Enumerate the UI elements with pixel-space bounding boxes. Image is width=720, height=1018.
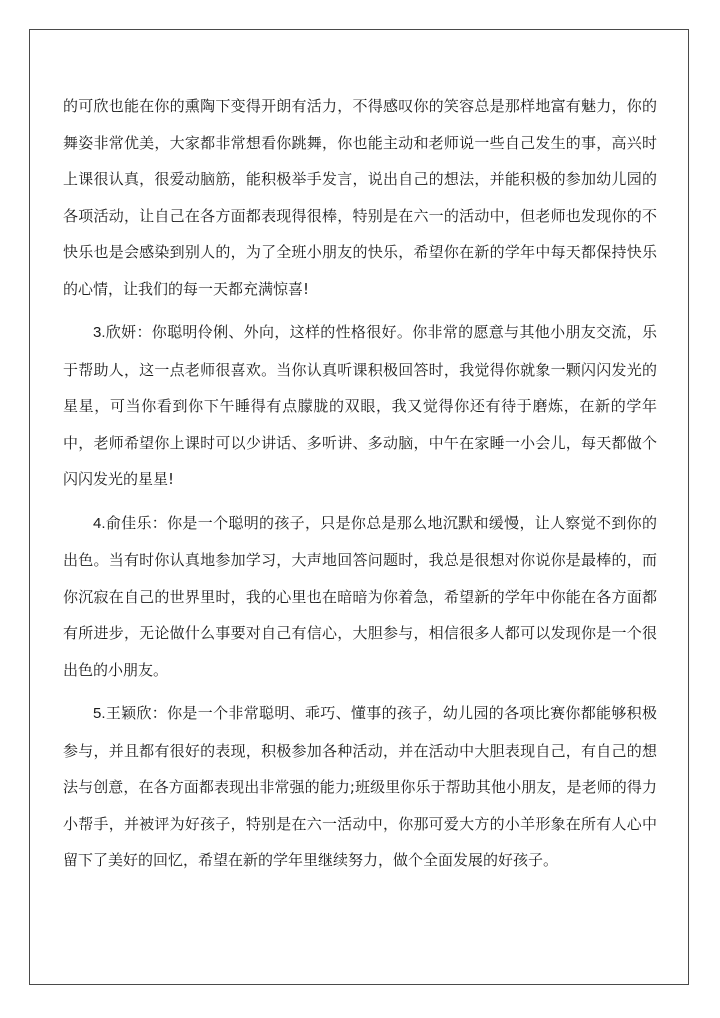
item-number: 4. bbox=[93, 514, 106, 532]
item-number: 5. bbox=[93, 705, 106, 722]
document-body bbox=[63, 88, 657, 886]
paragraph-text: 的可欣也能在你的熏陶下变得开朗有活力，不得感叹你的笑容总是那样地富有魅力，你的舞姿非常优美，大家都非常想看你跳舞，你也能主动和老师说一些自己发生的事，高兴时上课很认真，很爱动脑筋，能积极举手发言，说出自己的想法，并能积极的参加幼儿园的各项活动，让自己在各方面都表现得很棒，特别是在六一的活动中，但老师也发现你的不快乐也是会感染到别人的，为了全班小朋友的快乐，希望你在新的学年中每天都保持快乐的心情，让我们的每一天都充满惊喜! bbox=[63, 97, 657, 298]
paragraph-text: 欣妍：你聪明伶俐、外向，这样的性格很好。你非常的愿意与其他小朋友交流，乐于帮助人，这一点老师很喜欢。当你认真听课积极回答时，我觉得你就象一颗闪闪发光的星星，可当你看到你下午睡得有点朦胧的双眼，我又觉得你还有待于磨炼，在新的学年中，老师希望你上课时可以少讲话、多听讲、多动脑，中午在家睡一小会儿，每天都做个闪闪发光的星星! bbox=[63, 323, 657, 488]
paragraph-continuation bbox=[63, 88, 657, 307]
item-number: 3. bbox=[93, 324, 106, 341]
paragraph-item-3 bbox=[63, 314, 657, 498]
paragraph-text: 俞佳乐：你是一个聪明的孩子，只是你总是那么地沉默和缓慢，让人察觉不到你的出色。当有时你认真地参加学习，大声地回答问题时，我总是很想对你说你是最棒的，而你沉寂在自己的世界里时，我的心里也在暗暗为你着急，希望新的学年中你能在各方面都有所进步，无论做什么事要对自己有信心，大胆参与，相信很多人都可以发现你是一个很出色的小朋友。 bbox=[63, 513, 657, 679]
paragraph-text: 王颖欣：你是一个非常聪明、乖巧、懂事的孩子，幼儿园的各项比赛你都能够积极参与，并且都有很好的表现，积极参加各种活动，并在活动中大胆表现自己，有自己的想法与创意，在各方面都表现出非常强的能力;班级里你乐于帮助其他小朋友，是老师的得力小帮手，并被评为好孩子，特别是在六一活动中，你那可爱大方的小羊形象在所有人心中留下了美好的回忆，希望在新的学年里继续努力，做个全面发展的好孩子。 bbox=[63, 704, 657, 869]
paragraph-item-5 bbox=[63, 695, 657, 879]
paragraph-item-4 bbox=[63, 505, 657, 689]
